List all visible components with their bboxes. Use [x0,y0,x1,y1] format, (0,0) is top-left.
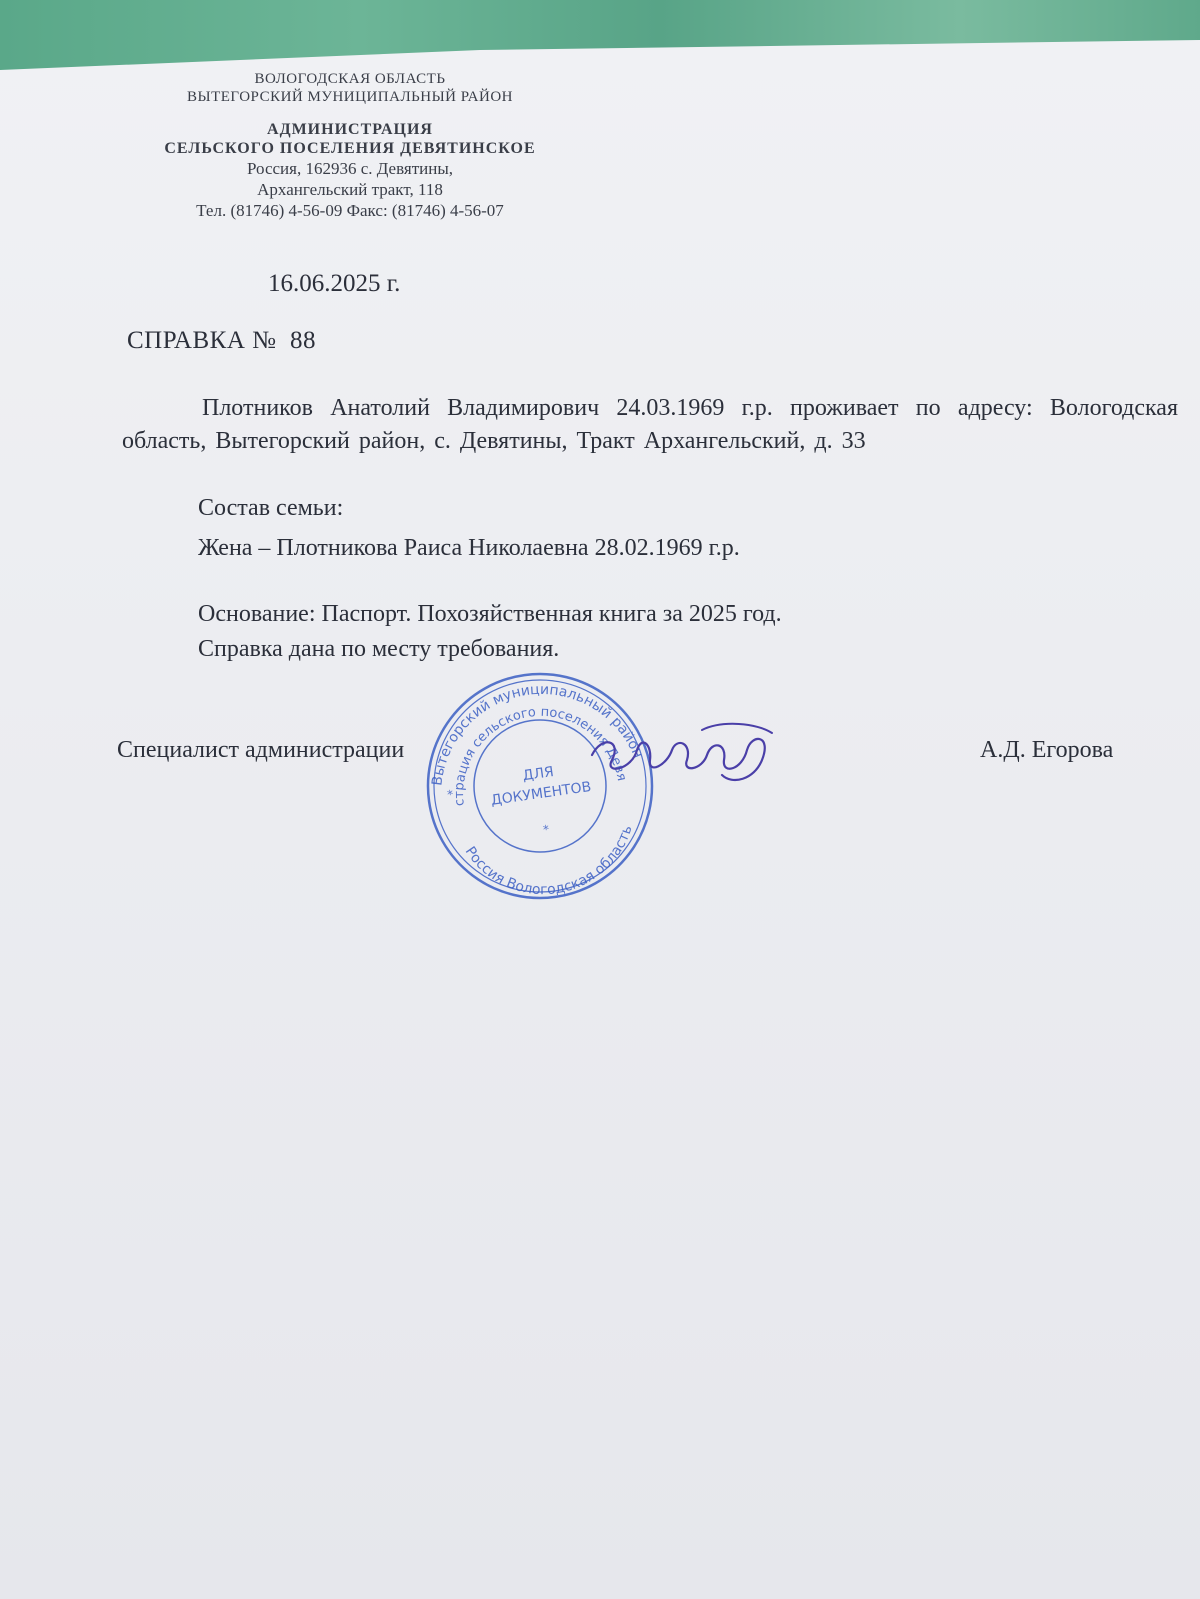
stamp-inner-text: Администрация сельского поселения Девятинское [452,704,629,807]
stamp-outer-text: Вытегорский муниципальный район [429,681,646,787]
stamp-center-line1: ДЛЯ [521,764,555,785]
family-label: Состав семьи: [198,495,344,521]
basis-line: Основание: Паспорт. Похозяйственная книга за 2025 год. [198,601,782,627]
purpose-line: Справка дана по месту требования. [198,636,560,662]
signatory-name: А.Д. Егорова [980,737,1114,763]
stamp-bottom-text: Россия Вологодская область [461,823,636,899]
letterhead-region: ВОЛОГОДСКАЯ ОБЛАСТЬ [254,71,446,87]
svg-text:*: * [542,822,551,837]
handwritten-signature [582,715,782,795]
letterhead-address-line2: Архангельский тракт, 118 [257,180,443,199]
letterhead [140,70,560,221]
family-member: Жена – Плотникова Раиса Николаевна 28.02.1969 г.р. [198,535,740,561]
letterhead-district: ВЫТЕГОРСКИЙ МУНИЦИПАЛЬНЫЙ РАЙОН [187,89,513,105]
letterhead-org-line1: АДМИНИСТРАЦИЯ [267,121,433,138]
svg-text:*: * [446,787,455,802]
document-title: СПРАВКА № 88 [127,327,316,354]
document-date: 16.06.2025 г. [268,270,401,297]
letterhead-address-line1: Россия, 162936 с. Девятины, [246,159,454,178]
stamp-center-line2: ДОКУМЕНТОВ [489,778,593,809]
svg-text:Россия Вологодская область [461,821,644,906]
document-body: Плотников Анатолий Владимирович 24.03.1969 г.р. проживает по адресу: Вологодская область, Вытегорский район, с. Девятины, Тракт Архангельский, д. 33 [122,395,1178,454]
signatory-position: Специалист администрации [117,737,405,763]
letterhead-contacts: Тел. (81746) 4-56-09 Факс: (81746) 4-56-07 [196,201,504,220]
letterhead-org-line2: СЕЛЬСКОГО ПОСЕЛЕНИЯ ДЕВЯТИНСКОЕ [164,140,536,157]
